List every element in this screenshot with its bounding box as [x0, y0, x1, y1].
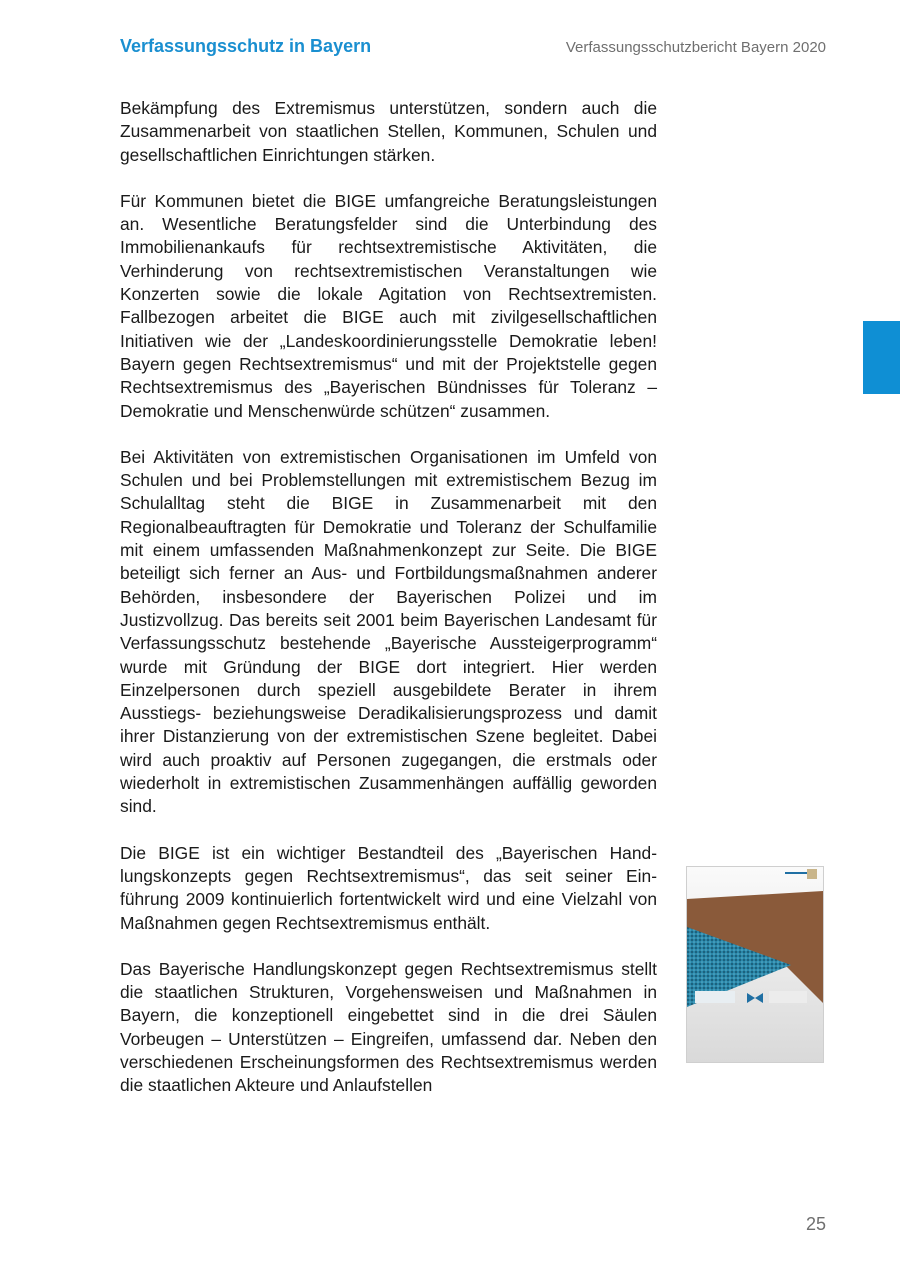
report-title: Verfassungsschutzbericht Bayern 2020 — [565, 39, 826, 56]
cover-text-block-right — [769, 991, 807, 1003]
brochure-cover-illustration — [687, 867, 823, 1062]
paragraph-5: Das Bayerische Handlungskonzept gegen Rechtsextremismus stellt die staatlichen Strukturen, Vorgehensweisen und Maßnahmen in Bayern, die konzeptionell eingebettet sind in die drei Säulen Vorbeugen – Unterstützen – Eingreifen, umfassend dar. Neben den verschiedenen Erscheinungsformen des Rechtsextremismus werden die staatlichen Akteure und Anlaufstellen — [120, 958, 657, 1096]
paragraph-1: Bekämpfung des Extremismus unterstützen, sondern auch die Zusammenarbeit von staatlichen Stellen, Kommunen, Schulen und gesellschaftlichen Einrichtungen stärken. — [120, 98, 657, 165]
paragraph-3: Bei Aktivitäten von extremistischen Organisationen im Umfeld von Schulen und bei Problemstellungen mit extremistischem Bezug im Schulalltag steht die BIGE in Zusammenarbeit mit den Regionalbeauftragten für Demokratie und Toleranz der Schulfamilie mit einem umfassenden Maßnahmenkonzept zur Seite. Die BIGE beteiligt sich ferner an Aus- und Fortbildungsmaßnahmen anderer Behörden, insbesondere der Bayerischen Polizei und im Justizvollzug. Das bereits seit 2001 beim Bayerischen Landesamt für Verfassungsschutz bestehende „Bayerische Aussteigerprogramm“ wurde mit Gründung der BIGE dort integriert. Hier werden Einzelpersonen durch speziell ausgebildete Berater in ihrem Ausstiegs- beziehungsweise Deradikalisierungsprozess und damit ihrer Distanzierung von der extremistischen Szene begleitet. Dabei wird auch proaktiv auf Personen zugegangen, die erstmals oder wiederholt in extremistischen Zusammenhängen auffällig geworden sind. — [120, 446, 657, 817]
section-title: Verfassungsschutz in Bayern — [120, 36, 372, 56]
cover-text-block — [695, 991, 735, 1003]
paragraph-4: Die BIGE ist ein wichtiger Bestandteil des „Bayerischen Handlungskonzepts gegen Rechtsextremismus“, das seit seiner Einführung 2009 kontinuierlich fortentwickelt wird und eine Vielzahl von Maßnahmen gegen Rechtsextremismus enthält. — [120, 842, 657, 933]
brochure-cover-image — [686, 866, 824, 1063]
paragraph-2: Für Kommunen bietet die BIGE umfangreiche Beratungsleistungen an. Wesentliche Beratungsfelder sind die Unterbindung des Immobilienankaufs für rechtsextremistische Aktivitäten, die Verhinderung von rechtsextremistischen Veranstaltungen wie Konzerten sowie die lokale Agitation von Rechtsextremisten. Fallbezogen arbeitet die BIGE auch mit zivilgesellschaftlichen Initiativen wie der „Landeskoordinierungsstelle Demokratie leben! Bayern gegen Rechtsextremismus“ und mit der Projektstelle gegen Rechtsextremismus des „Bayerischen Bündnisses für Toleranz – Demokratie und Menschenwürde schützen“ zusammen. — [120, 190, 657, 421]
chapter-marker-tab — [863, 321, 900, 394]
page-number: 25 — [805, 1214, 826, 1234]
body-text — [120, 97, 657, 1121]
coat-of-arms-icon — [807, 869, 817, 879]
